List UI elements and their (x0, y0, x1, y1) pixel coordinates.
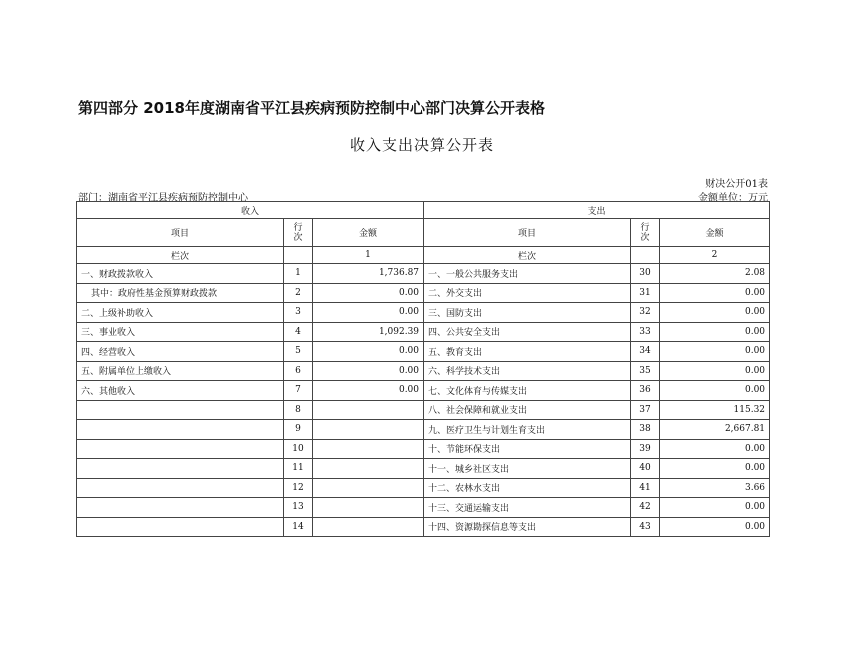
expense-line-no-cell: 40 (631, 459, 660, 479)
income-section-header: 收入 (77, 202, 424, 219)
income-line-no-cell: 12 (284, 478, 313, 498)
income-item-cell: 三、事业收入 (77, 322, 284, 342)
table-row (77, 322, 770, 342)
income-line-no-cell: 7 (284, 381, 313, 401)
expense-item-cell: 十一、城乡社区支出 (424, 459, 631, 479)
income-amount-cell: 0.00 (313, 303, 424, 323)
expense-item-cell: 七、文化体育与传媒支出 (424, 381, 631, 401)
table-row (77, 283, 770, 303)
income-line-no-cell: 11 (284, 459, 313, 479)
expense-item-cell: 五、教育支出 (424, 342, 631, 362)
expense-line-no-cell: 38 (631, 420, 660, 440)
expense-line-no-cell: 33 (631, 322, 660, 342)
expense-line-no-cell: 36 (631, 381, 660, 401)
table-row (77, 342, 770, 362)
column-number-row (77, 247, 770, 264)
expense-line-no-cell: 34 (631, 342, 660, 362)
income-amount-cell (313, 400, 424, 420)
income-column-no-blank (284, 247, 313, 264)
expense-amount-cell: 3.66 (660, 478, 770, 498)
income-item-cell (77, 420, 284, 440)
expense-column-no-blank (631, 247, 660, 264)
amount-unit-label: 金额单位：万元 (698, 193, 768, 204)
expense-item-cell: 四、公共安全支出 (424, 322, 631, 342)
expense-amount-cell: 0.00 (660, 439, 770, 459)
income-amount-cell: 0.00 (313, 283, 424, 303)
expense-line-no-cell: 31 (631, 283, 660, 303)
expense-line-no-cell: 41 (631, 478, 660, 498)
income-amount-cell (313, 478, 424, 498)
income-line-no-cell: 3 (284, 303, 313, 323)
expense-line-no-cell: 39 (631, 439, 660, 459)
income-line-no-cell: 13 (284, 498, 313, 518)
expense-item-cell: 九、医疗卫生与计划生育支出 (424, 420, 631, 440)
expense-item-cell: 十、节能环保支出 (424, 439, 631, 459)
form-code: 财决公开01表 (705, 179, 768, 190)
expense-amount-cell: 2.08 (660, 264, 770, 284)
expense-amount-cell: 0.00 (660, 361, 770, 381)
expense-amount-cell: 0.00 (660, 459, 770, 479)
income-amount-cell (313, 517, 424, 537)
expense-item-cell: 六、科学技术支出 (424, 361, 631, 381)
table-row (77, 303, 770, 323)
expense-item-cell: 一、一般公共服务支出 (424, 264, 631, 284)
income-line-no-cell: 2 (284, 283, 313, 303)
expense-item-cell: 二、外交支出 (424, 283, 631, 303)
income-amount-cell: 1,092.39 (313, 322, 424, 342)
expense-item-cell: 十三、交通运输支出 (424, 498, 631, 518)
expense-line-no-cell: 43 (631, 517, 660, 537)
line-no-header-bottom: 次 (293, 232, 303, 243)
income-item-cell: 六、其他收入 (77, 381, 284, 401)
expense-amount-header: 金额 (660, 219, 770, 247)
table-row (77, 478, 770, 498)
expense-item-cell: 十四、资源勘探信息等支出 (424, 517, 631, 537)
expense-amount-cell: 0.00 (660, 498, 770, 518)
expense-amount-cell: 0.00 (660, 322, 770, 342)
table-row (77, 381, 770, 401)
income-item-cell (77, 439, 284, 459)
line-no-header-bottom: 次 (640, 232, 650, 243)
income-line-no-cell: 9 (284, 420, 313, 440)
expense-amount-cell: 0.00 (660, 342, 770, 362)
expense-line-no-cell: 42 (631, 498, 660, 518)
table-row (77, 400, 770, 420)
table-row (77, 459, 770, 479)
income-item-cell: 二、上级补助收入 (77, 303, 284, 323)
part-title: 第四部分 2018年度湖南省平江县疾病预防控制中心部门决算公开表格 (78, 99, 545, 117)
table-row (77, 439, 770, 459)
income-item-cell: 一、财政拨款收入 (77, 264, 284, 284)
table-row (77, 361, 770, 381)
expense-column-no-label: 栏次 (424, 247, 631, 264)
expense-amount-cell: 115.32 (660, 400, 770, 420)
income-item-cell (77, 478, 284, 498)
line-no-header-top: 行 (293, 222, 303, 233)
expense-item-cell: 三、国防支出 (424, 303, 631, 323)
expense-item-header: 项目 (424, 219, 631, 247)
income-column-no-label: 栏次 (77, 247, 284, 264)
income-amount-cell: 0.00 (313, 381, 424, 401)
income-line-no-header (284, 219, 313, 247)
expense-line-no-cell: 30 (631, 264, 660, 284)
expense-amount-cell: 0.00 (660, 283, 770, 303)
income-item-cell (77, 459, 284, 479)
expense-amount-cell: 2,667.81 (660, 420, 770, 440)
income-amount-header: 金额 (313, 219, 424, 247)
expense-section-header: 支出 (424, 202, 770, 219)
table-title: 收入支出决算公开表 (349, 136, 494, 154)
income-line-no-cell: 4 (284, 322, 313, 342)
income-item-cell: 其中：政府性基金预算财政拨款 (77, 283, 284, 303)
income-column-no-value: 1 (313, 247, 424, 264)
table-row (77, 517, 770, 537)
expense-column-no-value: 2 (660, 247, 770, 264)
income-amount-cell (313, 498, 424, 518)
expense-line-no-cell: 32 (631, 303, 660, 323)
income-line-no-cell: 14 (284, 517, 313, 537)
income-line-no-cell: 6 (284, 361, 313, 381)
expense-amount-cell: 0.00 (660, 381, 770, 401)
income-item-cell: 五、附属单位上缴收入 (77, 361, 284, 381)
table-row (77, 498, 770, 518)
section-header-row (77, 202, 770, 219)
income-line-no-cell: 10 (284, 439, 313, 459)
expense-line-no-header (631, 219, 660, 247)
income-item-cell (77, 400, 284, 420)
income-line-no-cell: 8 (284, 400, 313, 420)
expense-amount-cell: 0.00 (660, 303, 770, 323)
income-amount-cell: 1,736.87 (313, 264, 424, 284)
expense-line-no-cell: 37 (631, 400, 660, 420)
line-no-header-top: 行 (640, 222, 650, 233)
income-amount-cell (313, 439, 424, 459)
income-amount-cell: 0.00 (313, 361, 424, 381)
income-amount-cell (313, 459, 424, 479)
income-item-cell: 四、经营收入 (77, 342, 284, 362)
income-line-no-cell: 1 (284, 264, 313, 284)
expense-item-cell: 十二、农林水支出 (424, 478, 631, 498)
expense-item-cell: 八、社会保障和就业支出 (424, 400, 631, 420)
income-expense-table (76, 201, 770, 537)
income-amount-cell (313, 420, 424, 440)
income-item-cell (77, 498, 284, 518)
table-row (77, 420, 770, 440)
expense-line-no-cell: 35 (631, 361, 660, 381)
income-item-header: 项目 (77, 219, 284, 247)
table-row (77, 264, 770, 284)
income-item-cell (77, 517, 284, 537)
income-amount-cell: 0.00 (313, 342, 424, 362)
expense-amount-cell: 0.00 (660, 517, 770, 537)
column-header-row (77, 219, 770, 247)
income-line-no-cell: 5 (284, 342, 313, 362)
department-label: 部门：湖南省平江县疾病预防控制中心 (78, 193, 248, 204)
